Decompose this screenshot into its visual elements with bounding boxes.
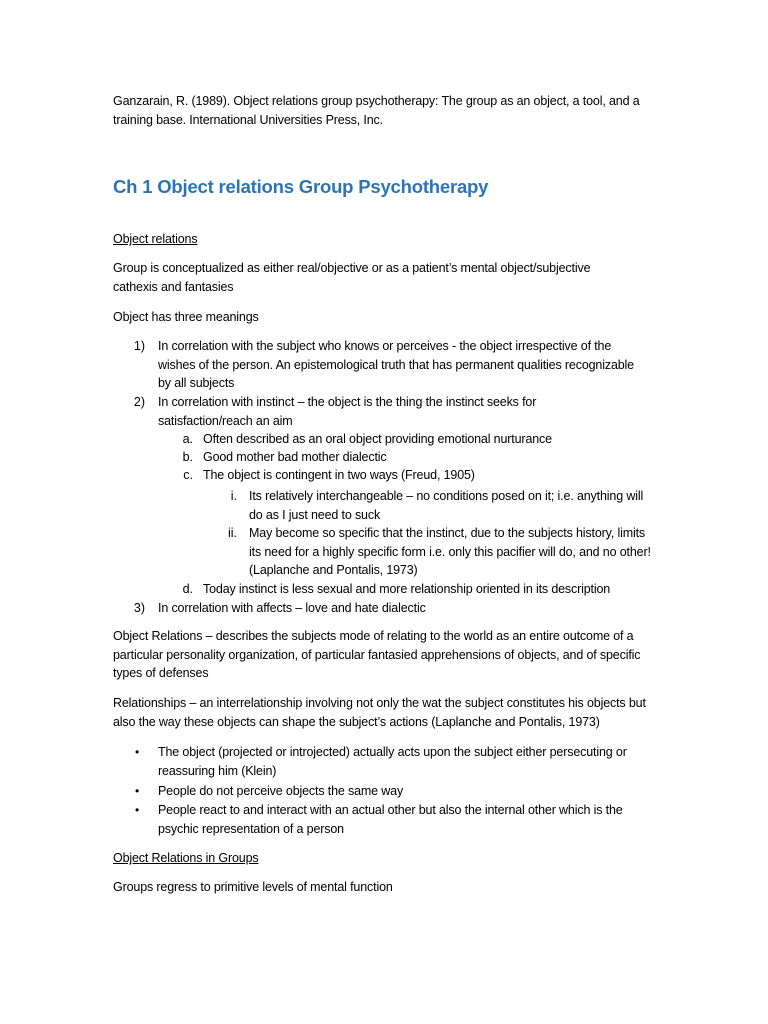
list-marker: 1) — [133, 339, 145, 353]
list-marker: d. — [182, 582, 193, 596]
list-item: Its relatively interchangeable – no conditions posed on it; i.e. anything will do as I just need to suck — [249, 489, 644, 522]
list-marker: b. — [182, 450, 193, 464]
bullet-icon: • — [135, 745, 140, 759]
list-item: The object (projected or introjected) actually acts upon the subject either persecuting or reassuring him (Klein) — [158, 745, 627, 778]
relationships-definition: Relationships – an interrelationship involving not only the wat the subject constitutes his objects but also the way these objects can shape the subject’s actions (Laplanche and Pontalis, 1973) — [113, 696, 646, 729]
list-item: People react to and interact with an actual other but also the internal other which is the psychic representation of a person — [158, 803, 623, 836]
citation: Ganzarain, R. (1989). Object relations group psychotherapy: The group as an object, a tool, and a training base. International Universities Press, Inc. — [113, 94, 640, 127]
list-item: In correlation with affects – love and hate dialectic — [158, 601, 426, 615]
list-marker: ii. — [227, 526, 237, 540]
bullet-icon: • — [135, 784, 140, 798]
list-item: Today instinct is less sexual and more relationship oriented in its description — [203, 582, 611, 596]
group-concept-paragraph: Group is conceptualized as either real/objective or as a patient’s mental object/subjective cathexis and fantasies — [113, 261, 591, 294]
bullet-icon: • — [135, 803, 140, 817]
list-marker: 2) — [133, 395, 145, 409]
section-title-groups: Object Relations in Groups — [113, 851, 259, 865]
chapter-heading: Ch 1 Object relations Group Psychotherapy — [113, 176, 489, 197]
list-item: The object is contingent in two ways (Freud, 1905) — [203, 468, 475, 482]
list-item: People do not perceive objects the same way — [158, 784, 404, 798]
list-item: In correlation with instinct – the object is the thing the instinct seeks for satisfaction/reach an aim — [158, 395, 537, 428]
list-marker: a. — [182, 432, 193, 446]
list-item: Good mother bad mother dialectic — [203, 450, 387, 464]
list-item: Often described as an oral object providing emotional nurturance — [203, 432, 552, 446]
list-item: May become so specific that the instinct, due to the subjects history, limits its need for a highly specific form i.e. only this pacifier will do, and no other! (Laplanche and Pontalis, 1973) — [249, 526, 651, 577]
list-marker: 3) — [133, 601, 145, 615]
list-marker: i. — [230, 489, 237, 503]
list-marker: c. — [183, 468, 193, 482]
groups-regress-text: Groups regress to primitive levels of mental function — [113, 880, 393, 894]
section-title-object-relations: Object relations — [113, 232, 198, 246]
object-relations-definition: Object Relations – describes the subjects mode of relating to the world as an entire outcome of a particular personality organization, of particular fantasied apprehensions of objects, and of specific types of defenses — [113, 629, 641, 680]
object-meanings-intro: Object has three meanings — [113, 310, 259, 324]
list-item: In correlation with the subject who knows or perceives - the object irrespective of the wishes of the person. An epistemological truth that has permanent qualities recognizable by all subjects — [158, 339, 634, 390]
